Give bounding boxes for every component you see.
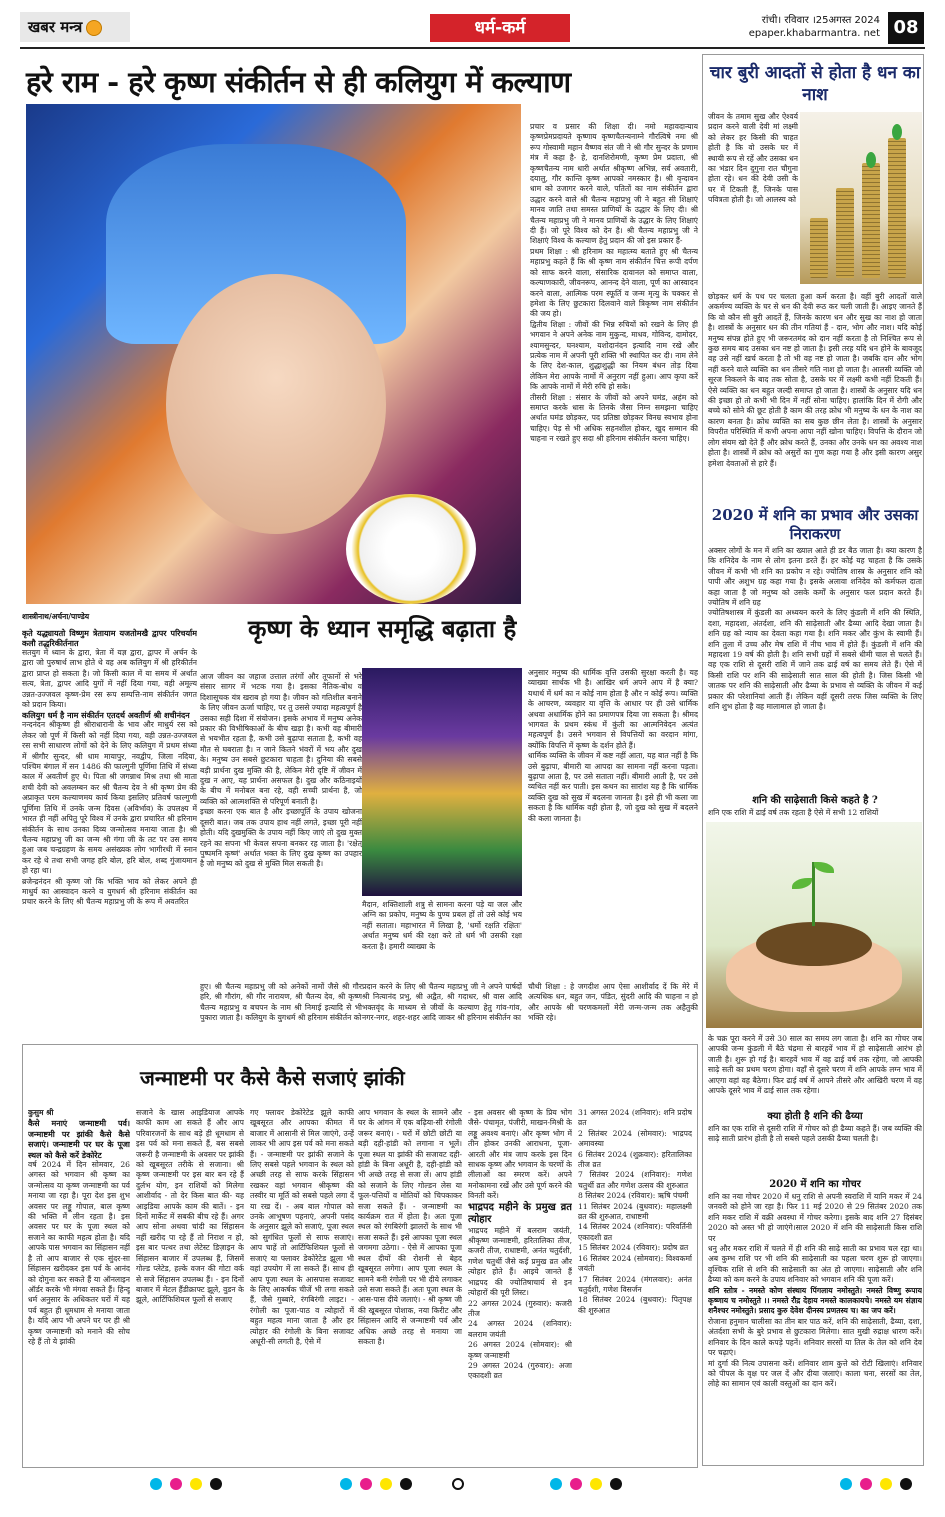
janmashtami-col3: गए फ्लावर डेकोरेटेड झूले काफी खूबसूरत और आपका कीमत में बाजार में आसानी से मिल जाएंगे, उन्हें लाकर भी आप इस पर्व को मना सकते हैं। - जन्माष्टमी पर झांकी सजाने के लिए सबसे पहले भगवान के स्थल को अच्छी तरह से साफ करके सिंहासन रखकर वहां भगवान श्रीकृष्ण की तस्वीर या मूर्ति को सबसे पहले लगा दें या रख दें। - अब बाल गोपाल को उनके आभूषण पहनाएं, अपनी पसंद के अनुसार झूले को सजाएं, पूजा स्थल को सुगंधित फूलों से साफ सजाएं। आप चाहें तो आर्टिफिशियल फूलों से सजाएं या फ्लावर डेकोरेटेड झूला भी वहां उपयोग में ला सकते हैं। साथ ही आप पूजा स्थल के आसपास सजावट के लिए आकर्षक चीजें भी लगा सकते हैं, जैसे गुब्बारे, रंगबिरंगी लाइट। - रंगोली का पूजा-पाठ व त्योहारों में बहुत महत्व माना जाता है और हर त्योहार की रंगोली के बिना सजावट अधूरी-सी लगती है, ऐसे में <box>250 1108 354 1346</box>
mid-col1-para2: इच्छा करना एक बात है और इच्छापूर्ति के उपाय खोजना दूसरी बात। जब तक उपाय हाथ नहीं लगते, इच्छा पूरी नहीं होती। यदि दुखमुक्ति के उपाय नहीं किए जाएं तो दुख मुक्त रहने का सपना भी केवल सपना बनकर रह जाता है। 'रक्षेत् पुष्पमनि कृष्णं' अर्थात भक्त के लिए दुख कृष्ण का उपहार है जो मनुष्य को दुख से मुक्ति मिल सकती है। <box>200 807 362 869</box>
festival-item: 2 सितंबर 2024 (सोमवार): भाद्रपद अमावस्या <box>578 1128 692 1149</box>
continuation-col2: प्रदान करने के लिए श्री चैतन्य महाप्रभु जी ने अपने पार्षदों श्री नित्यानंद प्रभु, श्री अद्वैत, श्री गदाधर, श्री वास आदि भक्तवृंद के माध्यम से जीवों के कल्याण हेतु गांव-गांव, नगर-नगर, शहर-शहर आदि जाकर श्री हरिनाम संकीर्तन का <box>362 982 522 1023</box>
janmashtami-headline: जन्माष्टमी पर कैसे कैसे सजाएं झांकी <box>140 1066 405 1090</box>
festival-item: 31 अगस्त 2024 (शनिवार): शनि प्रदोष व्रत <box>578 1108 692 1128</box>
brand-icon <box>86 20 102 36</box>
cyan-dot <box>150 1478 162 1490</box>
janmashtami-lead: कैसे मनाएं जन्माष्टमी पर्व। जन्माष्टमी पर झांकी कैसे कैसे सजाएं। जन्माष्टमी पर घर के पूजा स्थल को कैसे करें डेकोरेट <box>28 1118 130 1160</box>
mid-article-col3 <box>528 668 698 980</box>
masthead <box>20 12 925 46</box>
main-headline: हरे राम - हरे कृष्ण संकीर्तन से ही कलियुग में कल्याण <box>26 65 571 99</box>
festival-item: 14 सितंबर 2024 (शनिवार): परिवर्तिनी एकादशी व्रत <box>578 1222 692 1242</box>
flower-shape <box>346 494 476 604</box>
janmashtami-col5-body: - इस अवसर श्री कृष्ण के प्रिय भोग जैसे- पंचामृत, पंजीरी, माखन-मिश्री के लड्डू अवश्य बनाएं। और कृष्ण भोग में तीन होकर उनकी आराधना, पूजा-आरती और मंत्र जाप करके इस दिन साधक कृष्ण और भगवान के चरणों के लीलाओं का स्मरण करें। अपने मनोकामना रखें और उसे पूर्ण करने की विनती करें। <box>468 1108 572 1201</box>
magenta-dot <box>860 1478 872 1490</box>
shani-subheading-2: क्या होती है शनि की ढैय्या <box>767 1111 863 1122</box>
festival-intro: भाद्रपद महीने में बलराम जयंती, श्रीकृष्ण जन्माष्टमी, हरितालिका तीज, कजरी तीज, राधाष्टमी, अनंत चतुर्दशी, गणेश चतुर्थी जैसे कई प्रमुख व्रत और त्योहार होते हैं। आइये जानते हैं भाद्रपद की ज्योतिषाचार्य से इन त्योहारों की पूरी लिस्ट। <box>468 1225 572 1298</box>
registration-mark <box>452 1478 464 1490</box>
shiksha-1: प्रथम शिक्षा : श्री हरिनाम का महात्म्य बताते हुए श्री चैतन्य महाप्रभु कहते हैं कि श्री कृष्ण नाम संकीर्तन चित्त रूपी दर्पण को साफ करने वाला, संसारिक दावानल को समाप्त वाला, कल्याणकारी, जीवनरूप, आनन्द देने वाला, पूर्ण का आस्वादन करने वाला, आत्मिक परम स्फूर्ति व जन्म मृत्यु के चक्कर से हमेशा के लिए छुटकारा दिलवाने वाले त्रिकृष्ण नाम संकीर्तन की जय हो। <box>530 246 698 319</box>
krishna-photo <box>26 104 521 604</box>
shani-gochar: शनि का नया गोचर 2020 में धनु राशि से अपनी स्वराशि में यानि मकर में 24 जनवरी को होने जा रहा है। फिर 11 मई 2020 से 29 सितंबर 2020 तक शनि मकर राशि में वक्री अवस्था में गोचर करेगा। इसके बाद शनि 27 दिसंबर 2020 को अस्त भी हो जाएंगे।साल 2020 में शनि की साढ़ेसाती किस राशि पर <box>708 1192 922 1243</box>
shani-sadesati: धनु और मकर राशि में चलते में ही शनि की साढ़े साती का प्रभाव चल रहा था। अब कुम्भ राशि पर भी शनि की साढ़ेसाती का पहला चरण शुरू हो जाएगा। वृश्चिक राशि से शनि की साढ़ेसाती का अंत हो जाएगा। साढ़ेसाती और शनि ढैय्या को कम करने के उपाय शनिवार को भगवान शनि की पूजा करें। <box>708 1244 922 1285</box>
janmashtami-col4: आप भगवान के स्थल के सामने और घर के आंगन में एक बढ़िया-सी रंगोली जरूर बनाएं। - घरों में छोटी छोटी या बड़ी दही-हांडी को लगाना न भूलें। पूजा स्थल या झांकी की सजावट दही-हांडी के बिना अधूरी है, दही-हांडी को भी अच्छे तरह से सजा लें। आप हांडी को सजाने के लिए गोल्डन लेस या फूल-पत्तियों व मोतियों को चिपकाकर सजा सकते हैं। - जन्माष्टमी का कार्यक्रम रात में होता है। अतः पूजा स्थल को रंगबिरंगी झालरों के साथ भी सजा सकते हैं। इसे आपका पूजा स्थल जगमगा उठेगा। - ऐसे में आपका पूजा स्थल दीयों की रोशनी से बेहद खूबसूरत लगेगा। आप पूजा स्थल के सामने बनी रंगोली पर भी दीये लगाकर उसे सजा सकते हैं। अतः पूजा स्थल के आस-पास दीये जलाएं। - श्री कृष्ण जी की खूबसूरत पोशाक, नया किरीट और सिंहासन आदि से जन्माष्टमी पर्व और अधिक अच्छे तरह से मनाया जा सकता है। <box>358 1108 462 1346</box>
footer-color-bar <box>20 1474 925 1494</box>
sprout-stem <box>812 862 815 926</box>
janmashtami-col5 <box>468 1108 572 1460</box>
festival-item: 7 सितंबर 2024 (शनिवार): गणेश चतुर्थी व्रत और गणेश उत्सव की शुरुआत <box>578 1170 692 1190</box>
festival-item: 18 सितंबर 2024 (बुधवार): पितृपक्ष की शुरुआत <box>578 1295 692 1315</box>
festival-item: 22 अगस्त 2024 (गुरुवार): कजरी तीज <box>468 1298 572 1318</box>
shiksha-3: तीसरी शिक्षा : संसार के जीवों को अपने घमंड, अहंम को समाप्त करके धास के तिनके जैसा निम्न समझना चाहिए अर्थात घमंड छोड़कर, पद प्रतिष्ठा छोड़कर विनम्र स्वभाव होना चाहिए। पेड़ से भी अधिक सहनशील होकर, खुद सम्मान की चाहना न रखते हुए सदा श्री हरिनाम संकीर्तन करना चाहिए। <box>530 392 698 444</box>
coin-stack <box>836 188 854 278</box>
coins-plant-photo <box>800 112 922 284</box>
side-body: छोड़कर धर्म के पथ पर चलता हुआ कर्म करता है। वहीं बुरी आदतों वाले अकर्मण्य व्यक्ति के घर से धन की देवी रूठ कर चली जाती हैं। आइए जानते हैं कि वो कौन सी बुरी आदतें हैं, जिनके कारण धन और सुख का नाश हो जाता है। शास्त्रों के अनुसार धन की तीन गतियां हैं - दान, भोग और नाश। यदि कोई मनुष्य संपन्न होते हुए भी जरूरतमंद को दान नहीं करता है तो निश्चित रूप से कुछ समय बाद उसका धन नष्ट हो जाता है। इसी तरह यदि धन होने के बावजूद वह उसे नहीं खर्च करता है तो भी वह नष्ट हो जाता है। जबकि दान और भोग नहीं करने वाले व्यक्ति का धन तीसरे गति नाश हो जाता है। आलसी व्यक्ति जो सूरज निकलने के बाद तक सोता है, उसके घर में लक्ष्मी कभी नहीं टिकती हैं। ऐसे व्यक्ति का धन बहुत जल्दी समाप्त हो जाता है। शास्त्रों के अनुसार यदि धन की इच्छा हो तो कभी भी दिन में नहीं सोना चाहिए। हालांकि दिन में रोगी और बच्चे को सोने की छूट होती है काम की तरह क्रोध भी मनुष्य के धन के नाश का कारण बनता है। क्रोध व्यक्ति का सब कुछ छीन लेता है। शास्त्रों के अनुसार विपरीत परिस्थिति में कभी अपना आपा नहीं खोना चाहिए। विपत्ति के दौरान जो लोग संयम खो देते हैं और क्रोध करते हैं, उनका और उनके धन का अवश्य नाश होता है। शास्त्रों में क्रोध को असुरों का गुण कहा गया है और इसी कारण असुर हमेशा देवताओं से हारे हैं। <box>708 292 922 468</box>
black-dot <box>900 1478 912 1490</box>
shani-remedies-2: मां दुर्गा की नित्य उपासना करें। शनिवार शाम कुत्ते को रोटी खिलाएं। शनिवार को पीपल के वृक्ष पर जल दें और दीया जलाएं। काला चना, सरसों का तेल, लोहे का सामान एवं काली वस्तुओं का दान करें। <box>708 1358 922 1389</box>
shani-headline: 2020 में शनि का प्रभाव और उसका निराकरण <box>711 506 919 543</box>
left-body-3: ब्रजेन्द्रनंदन श्री कृष्ण जो कि भक्ति भाव को लेकर अपने ही माधुर्य का आस्वादन करने व युगधर्म श्री हरिनाम संकीर्तन का प्रचार करने के लिए श्री चैतन्य महाप्रभु जी के रूप में अवतरित <box>22 876 197 907</box>
shani-intro: अक्सर लोगों के मन में शनि का ख्याल आते ही डर बैठ जाता है। क्या कारण है कि शनिदेव के नाम से लोग इतना डरते हैं। हर कोई यह चाहता है कि उसके जीवन में कभी भी शनि का प्रकोप न रहे। ज्योतिष शास्त्र के अनुसार शनि को पापी और अशुभ ग्रह कहा गया है। इसके अलावा शनिदेव को कर्मफल दाता कहा जाता है जो मनुष्य को उसके कर्मों के अनुसार फल प्रदान करते हैं। ज्योतिष में शनि ग्रह <box>708 546 922 608</box>
radha-krishna-photo <box>362 668 522 896</box>
black-dot <box>610 1478 622 1490</box>
festival-subheading: भाद्रपद महीने के प्रमुख व्रत त्योहार <box>468 1201 572 1225</box>
festival-item: 26 अगस्त 2024 (सोमवार): श्री कृष्ण जन्माष्टमी <box>468 1340 572 1360</box>
lead-shloka: कृते यद्ध्यायतो विष्णुम त्रेतायाम यजतोमखै द्वापर परिचर्याम कलौ तद्धरिकीर्तनात <box>22 628 197 648</box>
festival-list <box>578 1108 692 1460</box>
shani-after-image: के चक्र पूरा करने में उसे 30 साल का समय लग जाता है। शनि का गोचर जब आपकी जन्म कुंडली में बैठे चंद्रमा से बारहवें भाव में हो साढ़ेसाती आरंभ हो जाती है। शुरू हो गई है। बारहवें भाव में वह ढाई वर्ष तक रहेगा, जो आपकी साढ़े सती का प्रथम चरण होगा। वहाँ से दूसरे चरण में शनि आपके लग्न भाव में आएगा वहां वह बैठेगा। फिर ढाई वर्ष में आपने तीसरे और आखिरी चरण में वह आपके दूसरे भाव में ढाई साल तक रहेगा। <box>708 1034 922 1096</box>
festival-item: 16 सितंबर 2024 (सोमवार): विश्वकर्मा जयंती <box>578 1253 692 1274</box>
festival-item: 17 सितंबर 2024 (मंगलवार): अनंत चतुर्दशी, गणेश विसर्जन <box>578 1274 692 1294</box>
shani-sub2-body: शनि का एक राशि से दूसरी राशि में गोचर को ही ढैय्या कहते हैं। जब व्यक्ति की साढ़े साती प्रारंभ होती है तो सबसे पहले उसकी ढैय्या चलती है। <box>708 1124 922 1144</box>
mid-headline: कृष्ण के ध्यान समृद्धि बढ़ाता है <box>248 614 517 643</box>
magenta-dot <box>570 1478 582 1490</box>
shani-subheading-1: शनि की साढ़ेसाती किसे कहते है ? <box>752 795 878 806</box>
side-lead: जीवन के तमाम सुख और ऐश्वर्य प्रदान करने वाली देवी मां लक्ष्मी को लेकर हर किसी की चाहत होती है कि वो उसके घर में स्थायी रूप से रहें और उसका धन का भंडार दिन दुगुना रात चौगुना होता रहे। धन की देवी उसी के घर में टिकती हैं, जिनके पास पवित्रता होती है। जो आलस्य को <box>708 112 798 205</box>
festival-item: 6 सितंबर 2024 (शुक्रवार): हरितालिका तीज व्रत <box>578 1149 692 1170</box>
shani-remedies: रोजाना हनुमान चालीसा का तीन बार पाठ करें, शनि की साढ़ेसाती, ढैय्या, दशा, अंतर्दशा सभी के बुरे प्रभाव से छुटकारा मिलेगा। सात मुखी रुद्राक्ष धारण करें। शनिवार के दिन काले कपड़े पहनें। शनिवार सरसों या तिल के तेल को शनि देव पर चढ़ाएं। <box>708 1316 922 1358</box>
left-subheading: कलियुग धर्म है नाम संकीर्तन एतदर्थ अवतीर्ण श्री शचीनंदन <box>22 710 190 721</box>
shani-body <box>708 546 922 788</box>
date-text: रांची। रविवार ।25अगस्त 2024 <box>761 15 880 26</box>
yellow-dot <box>880 1478 892 1490</box>
continuation-col3: चौथी शिक्षा : हे जगदीश आप ऐसा आशीर्वाद दें कि मेरे में अत्यधिक धन, बहुत जन, पंडित, सुंदरी आदि की चाहना न हो और आपके श्री चरणकमलों मेरी जन्म-जन्म तक अहैतुकी भक्ति रहे। <box>528 982 698 1023</box>
janmashtami-byline: कुसुम श्री <box>28 1108 54 1117</box>
main-article-left-column <box>22 628 197 1020</box>
page-number: 08 <box>888 12 924 44</box>
cyan-dot <box>550 1478 562 1490</box>
yellow-dot <box>590 1478 602 1490</box>
festival-item: 15 सितंबर 2024 (रविवार): प्रदोष व्रत <box>578 1243 689 1253</box>
shani-subheading-3: 2020 में शनि का गोचर <box>769 1179 861 1190</box>
left-body-1: सतयुग में ध्यान के द्वारा, त्रेता में यज्ञ द्वारा, द्वापर में अर्चन के द्वारा जो पुरुषार्थ लाभ होते थे वह अब कलियुग में श्री हरिकीर्तन द्वारा प्राप्त हो सकता है। जो किसी काल में या समय में अर्थात सत्य, त्रेता, द्वापर आदि युगों में नहीं दिया गया, वही अमूल्य उन्नत-उज्जवल कृष्ण-प्रेम रस रूप सम्पत्ति-नाम संकीर्तन जगत को प्रदान किया। <box>22 648 197 710</box>
black-dot <box>210 1478 222 1490</box>
section-tag[interactable]: धर्म-कर्म <box>430 14 570 42</box>
brand-name: खबर मन्त्र <box>28 18 83 36</box>
magenta-dot <box>170 1478 182 1490</box>
brand-logo[interactable] <box>20 12 130 42</box>
face-shape <box>166 274 386 534</box>
janmashtami-col1 <box>28 1108 130 1460</box>
festival-item: 24 अगस्त 2024 (शनिवार): बलराम जयंती <box>468 1319 572 1339</box>
shani-stotra: शनि स्तोत्र - नमस्ते कोण संस्थाय पिंगलाय नमोस्तुते। नमस्ते विष्णु रूपाय कृष्णाय च नमोस्तुते ।। नमस्ते रौद्र देहाय नमस्ते कालकायचे। नमस्ते यम संज्ञाय शनैश्चर नमोस्तुते। प्रसाद कुरु देवेश दीनस्य प्रणतस्य च। का जप करें। <box>708 1285 922 1316</box>
sprout-leaf <box>792 878 812 889</box>
black-dot <box>400 1478 412 1490</box>
cyan-dot <box>340 1478 352 1490</box>
shani-sub3-body <box>708 1192 922 1462</box>
shiksha-2: द्वितीय शिक्षा : जीवों की भिन्न रुचियों को रखने के लिए ही भगवान ने अपने अनेक नाम मुकुन्द, माधव, गोविन्द, दामोदर, श्यामसुन्दर, घनश्याम, यशोदानंदन इत्यादि नाम रखे और प्रत्येक नाम में अपनी पूरी शक्ति भी स्थापित कर दी। नाम लेने के लिए देश-काल, शुद्धाशुद्धी का नियम बंधन तोड़ दिया लेकिन मेरा आपके नामों में अनुराग नहीं हुआ। आप कृपा करें कि आपके नामों में मेरी रुचि हो सके। <box>530 319 698 392</box>
cyan-dot <box>840 1478 852 1490</box>
yellow-dot <box>190 1478 202 1490</box>
byline: शास्त्रीनाथ/अर्चना/पाण्डेय <box>22 612 90 621</box>
mid-col1-para1: आज जीवन का जहाज उत्ताल तरंगों और तूफानों से भरे संसार सागर में भटक गया है। इसका नैतिक-बोध व दिशासूचक यंत्र खराब हो गया है। जीवन को गतिशील बनाने के लिए जीवन ऊर्जा चाहिए, पर तु उससे ज्यादा महत्वपूर्ण है उसका सही दिशा में संयोजन। इसके अभाव में मनुष्य अनेक प्रकार की विभीषिकाओं के बीच खड़ा है। कभी वह बीमारी से भयभीत रहता है, कभी उसे बुढ़ापा सताता है, कभी वह मौत से घबराता है। न जाने कितने भंवरों में भय और दुख के। मनुष्य उन सबसे छुटकारा चाहता है। दुनिया की सबसे बड़ी प्रार्थना दुख मुक्ति की है, लेकिन मेरी दृष्टि में जीवन में दुख न आए, यह प्रार्थना असफल है। दुख और कठिनाइयों के बीच में मनोबल बना रहे, वही सच्ची प्रार्थना है, जो व्यक्ति को आत्मशक्ति से परिपूर्ण बनाती है। <box>200 672 362 806</box>
soil-shape <box>756 922 872 966</box>
leaf-shape <box>866 152 876 168</box>
magenta-dot <box>360 1478 372 1490</box>
left-body-2: नन्दनंदन श्रीकृष्ण ही श्रीराधारानी के भाव और माधुर्य रस को लेकर जो पूर्ण में किसी को नहीं दिया गया, वही उन्नत-उज्जवल रस सभी साधारण लोगों को देने के लिए कलियुग में प्रथम संध्या में श्रीगौर सुन्दर, श्री धाम मायापुर, नवद्वीप, जिला नदिया, पश्चिम बंगाल में सन 1486 की फाल्गुनी पूर्णिमा तिथि में संध्या काल में अवतीर्ण हुए थे। पिता श्री जगन्नाथ मिश्र तथा श्री माता शची देवी को अवलम्बन कर श्री चैतन्य देव ने श्री कृष्ण प्रेम की अप्राकृत परम कल्याणमय कार्य किया इसलिए प्रतिवर्ष फाल्गुणी पूर्णिमा तिथि में उनके जन्म दिवस (अविर्भाव) के उपलक्ष्य में भारत ही नहीं अपितु पूरे विश्व में उनके द्वारा प्रचारित श्री हरिनाम संकीर्तन के साथ उनका दिव्य जन्मोत्सव मनाया जाता है। श्री चैतन्य महाप्रभु जी का जन्म श्री गंगा जी के तट पर उस समय हुआ जब चन्द्रग्रहण के समय असंख्यक लोग भागीरथी में स्नान कर रहे थे तथा सभी जगह हरि बोल, हरि बोल, शब्द गुंजायमान हो रहा था। <box>22 720 197 876</box>
festival-item: 11 सितंबर 2024 (बुधवार): महालक्ष्मी व्रत की शुरुआत, राधाष्टमी <box>578 1201 692 1222</box>
sprout-leaf <box>814 862 834 873</box>
hands-sprout-photo <box>706 822 922 1028</box>
header-rule <box>20 47 925 49</box>
side-headline: चार बुरी आदतों से होता है धन का नाश <box>709 63 921 105</box>
coin-stack <box>810 218 828 278</box>
janmashtami-col1-body: वर्ष 2024 में दिन सोमवार, 26 अगस्त को भगवान श्री कृष्ण का जन्मोत्सव या कृष्ण जन्माष्टमी का पर्व मनाया जा रहा है। पूरा देश इस शुभ अवसर पर लड्डू गोपाल, बाल कृष्ण की भक्ति में लीन रहता है। इस अवसर पर घर के पूजा स्थल को सजाने का काफी महत्व होता है। यदि आपके पास भगवान का सिंहासन नहीं है तो आप बाजार से एक सुंदर-सा सिंहासन खरीदकर इस पर्व के आनंद को दोगुना कर सकते हैं या ऑनलाइन ऑर्डर करके भी मंगवा सकते हैं। हिन्दू धर्म अनुसार के अधिकतर घरों में यह पर्व बहुत ही धूमधाम से मनाया जाता है। यदि आप भी अपने घर पर ही श्री कृष्ण जन्माष्टमी को मनाने की सोच रहे हैं तो ये झांकी <box>28 1160 130 1346</box>
festival-item: 29 अगस्त 2024 (गुरुवार): अजा एकादशी व्रत <box>468 1360 572 1381</box>
shani-para2: ज्योतिषशास्त्र में कुंडली का अध्ययन करने के लिए कुंडली में शनि की स्थिति, दशा, महादशा, अंतर्दशा, शनि की साढ़ेसाती और ढैय्या आदि देखा जाता है। शनि ग्रह को न्याय का देवता कहा गया है। शनि मकर और कुंभ के स्वामी हैं। शनि तुला में उच्च और मेष राशि में नीच भाव में होते हैं। कुंडली में शनि की महादशा 19 वर्ष की होती है। शनि सभी ग्रहों में सबसे धीमी चाल से चलते हैं। वह एक राशि से दूसरी राशि में जाने तक ढाई वर्ष का समय लेते हैं। ऐसे में किसी राशि पर शनि की साढ़ेसाती सात साल की होती है। जिस किसी भी जातक पर शनि की साढ़ेसाती और ढैय्या के प्रभाव से व्यक्ति के जीवन में कई प्रकार की परेशानियां आती हैं। लेकिन वहीं दूसरी तरफ जिस व्यक्ति के लिए शनि शुभ होता है वह मालामाल हो जाता है। <box>708 608 922 712</box>
leaf-shape <box>892 124 902 140</box>
mid-col3-para1: अनुसार मनुष्य की धार्मिक वृत्ति उसकी सुरक्षा करती है। यह व्याख्या सार्थक भी है। आखिर धर्म अपने आप में है क्या? यथार्थ में धर्म का न कोई नाम होता है और न कोई रूप। व्यक्ति के आचरण, व्यवहार या वृत्ति के आधार पर ही उसे धार्मिक अथवा अधार्मिक होने का प्रमाणपत्र दिया जा सकता है। श्रीमद भागवत के प्रथम स्कंध में कुंती का आत्मनिवेदन अत्यंत महत्वपूर्ण है। उसने भगवान से विपत्तियों का वरदान मांगा, क्योंकि विपत्ति में कृष्ण के दर्शन होते हैं। <box>528 668 698 750</box>
mid-article-col2: मैदान, शक्तिशाली शत्रु से सामना करना पड़े या जल और अग्नि का प्रकोप, मनुष्य के पुण्य प्रबल हों तो उसे कोई भय नहीं सताता। महाभारत में लिखा है, 'धर्मो रक्षति रक्षितः' अर्थात मनुष्य धर्म की रक्षा करे तो धर्म भी उसकी रक्षा करता है। हमारी व्याख्या के <box>362 900 522 951</box>
continuation-col1: हुए। श्री चैतन्य महाप्रभु जी को अनेकों नामों जैसे श्री गौर हरि, श्री गौरांग, श्री गौर नारायण, श्री चैतन्य देव, श्री कृष्ण चैतन्य महाप्रभु व बचपन के नाम श्री निमाई इत्यादि से भी पुकारा जाता है। कलियुग के युगधर्म श्री हरिनाम संकीर्तन को <box>200 982 362 1023</box>
festival-item: 8 सितंबर 2024 (रविवार): ऋषि पंचमी <box>578 1191 689 1201</box>
date-line <box>720 14 880 40</box>
yellow-dot <box>380 1478 392 1490</box>
mid-col3-para2: धार्मिक व्यक्ति के जीवन में कष्ट नहीं आता, यह बात नहीं है कि उसे बुढ़ापा, बीमारी या आपदा का सामना नहीं करना पड़ता। बुढ़ापा आता है, पर उसे सताता नहीं। बीमारी आती है, पर उसे व्यथित नहीं कर पाती। इस कथन का सारांश यह है कि धार्मिक व्यक्ति दुख को सुख में बदलना जानता है। इसे ही भी कला जा सकता है कि धार्मिक वही होता है, जो दुख को सुख में बदलने की कला जानता है। <box>528 751 698 823</box>
main-article-right-column <box>530 122 698 600</box>
janmashtami-col2: सजाने के खास आइडियाज आपके काफी काम आ सकते हैं और आप परिवारजनों के साथ बड़े ही धूमधाम से इस पर्व को मना सकते हैं, बस सबसे जरूरी है जन्माष्टमी के अवसर पर झांकी को खूबसूरत तरीके से सजाना। श्री कृष्ण जन्माष्टमी पर इस बार बन रहे हैं दुर्लभ योग, इन राशियों को मिलेगा आशीर्वाद - तो देर किस बात की- यह आइडिया आपके काम की बातें। - इन दिनों मार्केट में सबकी बीच रहे हैं। अगर आप सोना अथवा चांदी का सिंहासन नहीं खरीद पा रहे हैं तो निराश न हो, इस बार पत्थर तथा लेटेस्ट डिज़ाइन के सिंहासन बाजार में उपलब्ध हैं, जिसमें गोल्ड प्लेटेड, हल्के वजन की गोटा वर्क से सजे सिंहासन उपलब्ध हैं। - इन दिनों बाजार में मेटल हैंडीक्राफ्ट झूले, वुडन के झूले, आर्टिफिशियल फूलों से सजाए <box>136 1108 244 1305</box>
coin-stack <box>888 138 906 278</box>
intro-paragraph: प्रचार व प्रसार की शिक्षा दी। नमो महावदान्याय कृष्णप्रेमप्रदायते कृष्णाय कृष्णचैतन्यनाम्ने गौरत्विषे नमः श्री रूप गोस्वामी महान वैष्णव संत जी ने श्री गौर सुन्दर के प्रणाम मंत्र में कहा है- हे, दानशिरोमणी, कृष्ण प्रेम प्रदाता, श्री कृष्णचैतन्य नाम धारी अर्थात श्रीकृष्ण अभिन्न, सर्व अवतारी, दयालु, गौर कान्ति कृष्ण आपको नमस्कार है। श्री वृन्दावन धाम को उजागर करने वाले, पतितों का नाम संकीर्तन द्वारा उद्धार करने वाले श्री चैतन्य महाप्रभु जी ने बहुत सी शिक्षाएं मानव जाति तथा समस्त प्राणियों के उद्धार के लिए दी। श्री चैतन्य महाप्रभु जी ने मानव प्राणियों के उद्धार के लिए शिक्षाएं दी हैं। जो पूरे विश्व को देन है। श्री चैतन्य महाप्रभु जी ने शिक्षाएं विश्व के कल्याण हेतु प्रदान की जो इस प्रकार हैं- <box>530 122 698 246</box>
coin-stack <box>862 163 880 278</box>
shani-sub1-body: शनि एक राशि में ढाई वर्ष तक रहता है ऐसे में सभी 12 राशियों <box>708 808 879 817</box>
mid-article-col1 <box>200 672 362 978</box>
website-link[interactable]: epaper.khabarmantra. net <box>748 28 880 39</box>
